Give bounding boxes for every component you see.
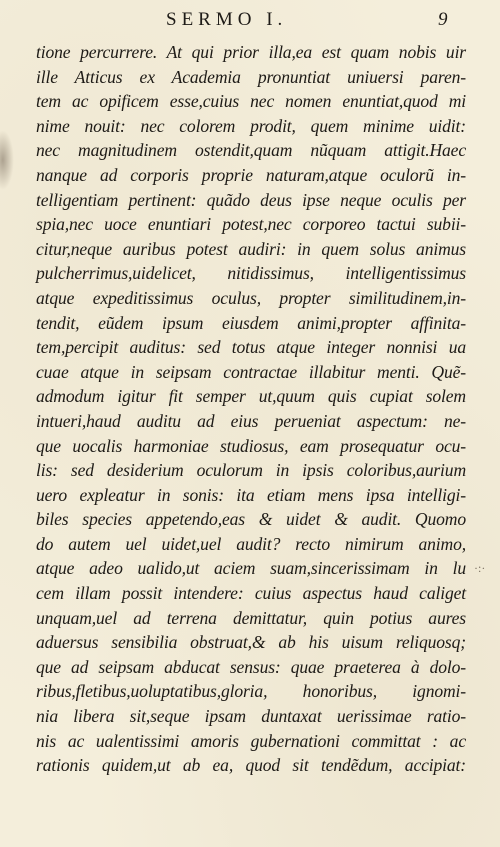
text-line: admodum igitur fit semper ut,quum quis cupiat solem (36, 386, 466, 407)
text-line: atque expeditissimus oculus, propter similitudinem,in- (36, 287, 466, 308)
text-line: unquam,uel ad terrena demittatur, quin potius aures (36, 607, 466, 628)
text-line: tendit, eũdem ipsum eiusdem animi,propter affinita- (36, 312, 466, 333)
text-line: uero expleatur in sonis: ita etiam mens ipsa intelligi- (36, 484, 466, 505)
text-line: telligentiam pertinent: quãdo deus ipse neque oculis per (36, 189, 466, 210)
text-line: biles species appetendo,eas & uidet & audit. Quomo (36, 509, 466, 530)
text-line: que uocalis harmoniae studiosus, eam prosequatur ocu- (36, 435, 466, 456)
text-line: cem illam possit intendere: cuius aspectus haud caliget (36, 583, 466, 604)
text-line: atque adeo ualido,ut aciem suam,sincerissimam in lu (36, 558, 466, 579)
running-head (0, 9, 500, 35)
text-line: tem ac opificem esse,cuius nec nomen enuntiat,quod mi (36, 91, 466, 112)
text-line: nime nouit: nec colorem prodit, quem minime uidit: (36, 115, 466, 136)
margin-dots: ·:· (474, 561, 486, 575)
text-line: rationis quidem,ut ab ea, quod sit tendẽdum, accipiat: (36, 755, 466, 776)
text-line: spia,nec uoce enuntiari potest,nec corporeo tactui subii- (36, 214, 466, 235)
text-line: que ad seipsam abducat sensus: quae praeterea à dolo- (36, 656, 466, 677)
text-line: nis ac ualentissimi amoris gubernationi committat : ac (36, 730, 466, 751)
text-line: aduersus sensibilia obstruat,& ab his uisum reliquosq; (36, 632, 466, 653)
text-line: tem,percipit auditus: sed totus atque integer nonnisi ua (36, 337, 466, 358)
text-line: ribus,fletibus,uoluptatibus,gloria, honoribus, ignomi- (36, 681, 466, 702)
running-title: SERMO I. (166, 9, 288, 30)
text-line: nia libera sit,seque ipsam duntaxat uerissimae ratio- (36, 706, 466, 727)
text-line: nanque ad corporis proprie naturam,atque oculorũ in- (36, 164, 466, 185)
text-line: lis: sed desiderium oculorum in ipsis coloribus,aurium (36, 460, 466, 481)
text-line: citur,neque auribus potest audiri: in quem solus animus (36, 238, 466, 259)
text-line: intueri,haud auditu ad eius perueniat aspectum: ne- (36, 410, 466, 431)
text-line: cuae atque in seipsam contractae illabitur menti. Quẽ- (36, 361, 466, 382)
text-line: tione percurrere. At qui prior illa,ea est quam nobis uir (36, 42, 466, 62)
text-line: nec magnitudinem ostendit,quam nũquam attigit.Haec (36, 140, 466, 161)
text-line: pulcherrimus,uidelicet, nitidissimus, intelligentissimus (36, 263, 466, 284)
body-text (36, 40, 466, 778)
text-line: ille Atticus ex Academia pronuntiat uniuersi paren- (36, 66, 466, 87)
text-line: do autem uel uidet,uel audit? recto nimirum animo, (36, 533, 466, 554)
page-number: 9 (438, 9, 448, 30)
margin-stain (0, 130, 14, 190)
